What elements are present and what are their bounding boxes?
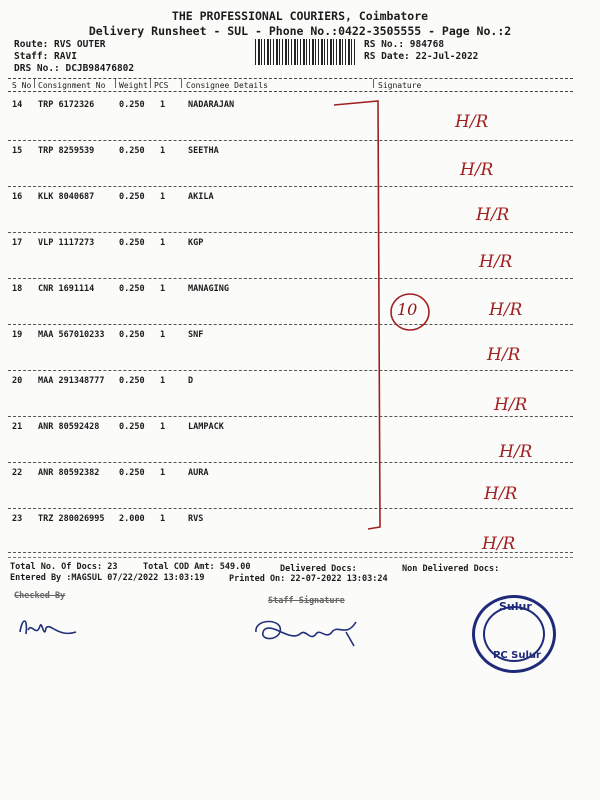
- row-pcs: 1: [160, 284, 166, 294]
- row-consignment: TRP 8259539: [38, 146, 95, 156]
- row-consignee: NADARAJAN: [188, 100, 235, 110]
- row-pcs: 1: [160, 192, 166, 202]
- col-signature: Signature: [378, 81, 422, 90]
- row-sno: 16: [12, 192, 23, 202]
- staff-label: Staff: RAVI: [14, 51, 77, 62]
- row-weight: 0.250: [119, 468, 145, 478]
- row-pcs: 1: [160, 468, 166, 478]
- row-sno: 15: [12, 146, 23, 156]
- row-consignee: AKILA: [188, 192, 214, 202]
- header-rule-top: [8, 78, 573, 79]
- row-weight: 0.250: [119, 192, 145, 202]
- row-consignee: D: [188, 376, 194, 386]
- row-consignment: TRP 6172326: [38, 100, 95, 110]
- row-consignee: RVS: [188, 514, 204, 524]
- barcode: [255, 39, 355, 65]
- row-pcs: 1: [160, 238, 166, 248]
- row-sno: 20: [12, 376, 23, 386]
- row-divider: [8, 416, 573, 417]
- col-pcs: PCS: [154, 81, 169, 90]
- hr-mark: H/R: [499, 442, 533, 462]
- row-consignment: MAA 291348777: [38, 376, 105, 386]
- col-divider: [150, 79, 151, 88]
- table-row: [0, 100, 600, 146]
- row-consignment: ANR 80592428: [38, 422, 100, 432]
- header-rule-bottom: [8, 91, 573, 92]
- row-sno: 19: [12, 330, 23, 340]
- col-divider: [34, 79, 35, 88]
- col-sno: S No: [12, 81, 32, 90]
- entered-by: Entered By :MAGSUL 07/22/2022 13:03:19: [10, 573, 205, 583]
- row-divider: [8, 324, 573, 325]
- drs-number: DRS No.: DCJB98476802: [14, 63, 135, 74]
- row-weight: 0.250: [119, 330, 145, 340]
- row-consignee: AURA: [188, 468, 209, 478]
- col-divider: [115, 79, 116, 88]
- rs-number: RS No.: 984768: [364, 39, 445, 50]
- rs-date: RS Date: 22-Jul-2022: [364, 51, 479, 62]
- row-consignment: VLP 1117273: [38, 238, 95, 248]
- row-pcs: 1: [160, 146, 166, 156]
- company-title: THE PROFESSIONAL COURIERS, Coimbatore: [171, 9, 429, 23]
- col-consignee: Consignee Details: [186, 81, 268, 90]
- col-consignment: Consignment No: [38, 81, 106, 90]
- row-sno: 22: [12, 468, 23, 478]
- row-consignee: LAMPACK: [188, 422, 224, 432]
- total-cod: Total COD Amt: 549.00: [143, 562, 251, 572]
- row-divider: [8, 186, 573, 187]
- row-weight: 2.000: [119, 514, 145, 524]
- row-sno: 17: [12, 238, 23, 248]
- staff-signature: [250, 612, 370, 652]
- row-consignment: KLK 8040687: [38, 192, 95, 202]
- row-sno: 18: [12, 284, 23, 294]
- hr-mark: H/R: [455, 112, 489, 132]
- row-divider: [8, 462, 573, 463]
- row-weight: 0.250: [119, 100, 145, 110]
- row-weight: 0.250: [119, 376, 145, 386]
- route-label: Route: RVS OUTER: [14, 39, 106, 50]
- row-pcs: 1: [160, 330, 166, 340]
- row-divider: [8, 370, 573, 371]
- printed-on: Printed On: 22-07-2022 13:03:24: [229, 574, 388, 584]
- row-pcs: 1: [160, 514, 166, 524]
- row-consignment: CNR 1691114: [38, 284, 95, 294]
- col-divider: [181, 79, 182, 88]
- col-divider: [373, 79, 374, 88]
- table-row: [0, 192, 600, 238]
- row-divider: [8, 508, 573, 509]
- row-consignee: SNF: [188, 330, 204, 340]
- row-weight: 0.250: [119, 146, 145, 156]
- row-weight: 0.250: [119, 284, 145, 294]
- row-divider: [8, 232, 573, 233]
- staff-signature-label: Staff Signature: [268, 596, 345, 606]
- row-sno: 23: [12, 514, 23, 524]
- hr-mark: H/R: [482, 534, 516, 554]
- delivered-docs: Delivered Docs:: [280, 564, 357, 574]
- row-consignee: KGP: [188, 238, 204, 248]
- non-delivered-docs: Non Delivered Docs:: [402, 564, 500, 574]
- row-weight: 0.250: [119, 238, 145, 248]
- office-stamp: [472, 595, 556, 673]
- hr-mark: H/R: [489, 300, 523, 320]
- row-consignment: TRZ 280026995: [38, 514, 105, 524]
- row-pcs: 1: [160, 422, 166, 432]
- hr-mark: H/R: [476, 205, 510, 225]
- table-row: [0, 146, 600, 192]
- row-sno: 21: [12, 422, 23, 432]
- row-divider: [8, 557, 573, 558]
- row-consignment: MAA 567010233: [38, 330, 105, 340]
- row-sno: 14: [12, 100, 23, 110]
- checked-by-signature: [14, 608, 84, 644]
- row-consignment: ANR 80592382: [38, 468, 100, 478]
- hr-mark: H/R: [479, 252, 513, 272]
- row-divider: [8, 278, 573, 279]
- row-pcs: 1: [160, 376, 166, 386]
- col-weight: Weight: [119, 81, 148, 90]
- hr-mark: H/R: [460, 160, 494, 180]
- stamp-top-text: Sulur: [499, 600, 532, 613]
- row-consignee: SEETHA: [188, 146, 219, 156]
- bracket-line: [330, 95, 390, 535]
- hr-mark: H/R: [494, 395, 528, 415]
- circled-count: 10: [397, 300, 418, 319]
- total-docs: Total No. Of Docs: 23: [10, 562, 118, 572]
- row-weight: 0.250: [119, 422, 145, 432]
- checked-by-label: Checked By: [14, 591, 66, 601]
- runsheet-subtitle: Delivery Runsheet - SUL - Phone No.:0422-3505555 - Page No.:2: [88, 24, 512, 38]
- stamp-bottom-text: PC Sulur: [493, 650, 541, 661]
- row-pcs: 1: [160, 100, 166, 110]
- hr-mark: H/R: [484, 484, 518, 504]
- row-divider: [8, 140, 573, 141]
- hr-mark: H/R: [487, 345, 521, 365]
- row-consignee: MANAGING: [188, 284, 229, 294]
